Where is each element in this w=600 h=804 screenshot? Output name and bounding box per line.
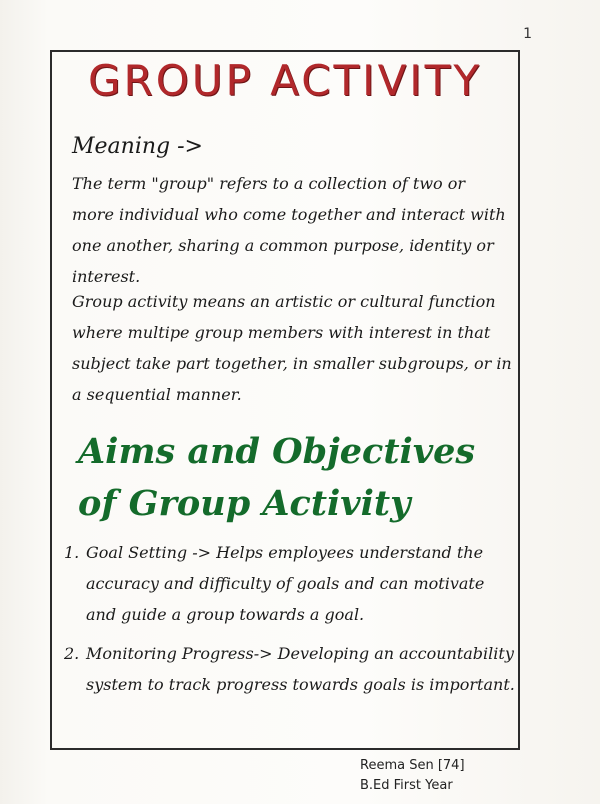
list-item-label: Monitoring Progress->: [86, 644, 273, 663]
student-name: Reema Sen [74]: [360, 758, 465, 773]
meaning-paragraph-1: The term "group" refers to a collection of two or more individual who come together and interact with one another, sharing a common purpose, identity or interest.: [72, 174, 506, 286]
aims-list: [64, 537, 518, 708]
list-item-number: 2.: [64, 644, 80, 663]
list-item-number: 1.: [64, 543, 80, 562]
meaning-heading: Meaning ->: [72, 134, 203, 159]
list-item-text: Helps employees understand the accuracy and difficulty of goals and can motivate and guide a group towards a goal.: [86, 543, 485, 624]
aims-heading: Aims and Objectives of Group Activity: [78, 431, 476, 524]
page-number: 1: [523, 26, 532, 42]
list-item: [64, 537, 518, 630]
student-course: B.Ed First Year: [360, 778, 453, 793]
list-item-text: Developing an accountability system to track progress towards goals is important.: [86, 644, 515, 694]
list-item: [64, 638, 518, 700]
list-item-body: [86, 537, 518, 630]
meaning-paragraph-2: Group activity means an artistic or cultural function where multipe group members with interest in that subject take part together, in smaller subgroups, or in a sequential manner.: [72, 292, 512, 404]
list-item-body: [86, 638, 518, 700]
signature-block: [360, 756, 465, 796]
list-item-label: Goal Setting ->: [86, 543, 212, 562]
page-title: GROUP ACTIVITY: [88, 56, 482, 105]
